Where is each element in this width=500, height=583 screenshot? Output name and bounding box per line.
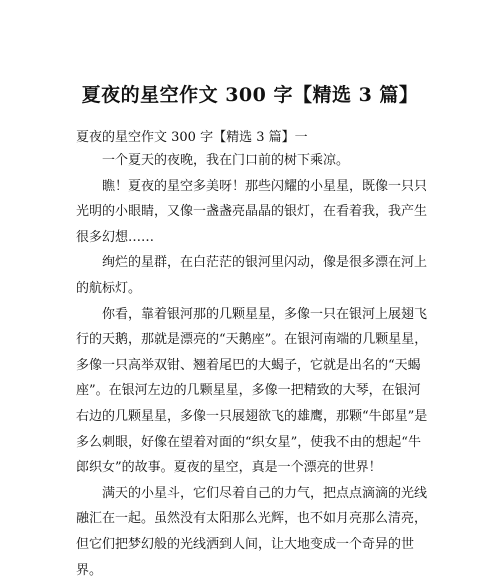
document-body [76, 148, 432, 583]
paragraph: 绚烂的星群，在白茫茫的银河里闪动，像是很多漂在河上的航标灯。 [76, 255, 428, 296]
paragraph: 你看，靠着银河那的几颗星星，多像一只在银河上展翅飞行的天鹅，那就是漂亮的“天鹅座”。在银河南端的几颗星星，多像一只高举双钳、翘着尾巴的大蝎子，它就是出名的“天蝎座”。在银河左边的几颗星星，多像一把精致的大琴，在银河右边的几颗星星，多像一只展翅欲飞的雄鹰，那颗“牛郎星”是多么刺眼，好像在望着对面的“织女星”，使我不由的想起“牛郎织女”的故事。夏夜的星空，真是一个漂亮的世界！ [76, 306, 428, 476]
document-subtitle: 夏夜的星空作文 300 字【精选 3 篇】一 [76, 130, 308, 145]
paragraph: 瞧！夏夜的星空多美呀！那些闪耀的小星星，既像一只只光明的小眼睛，又像一盏盏亮晶晶的银灯，在看着我，我产生很多幻想…… [76, 178, 428, 245]
paragraph: 一个夏天的夜晚，我在门口前的树下乘凉。 [102, 153, 350, 168]
paragraph: 满天的小星斗，它们尽着自己的力气，把点点滴滴的光线融汇在一起。虽然没有太阳那么光辉，也不如月亮那么清亮，但它们把梦幻般的光线洒到人间，让大地变成一个奇异的世界。 [76, 485, 428, 578]
document-title: 夏夜的星空作文 300 字【精选 3 篇】 [81, 84, 419, 106]
